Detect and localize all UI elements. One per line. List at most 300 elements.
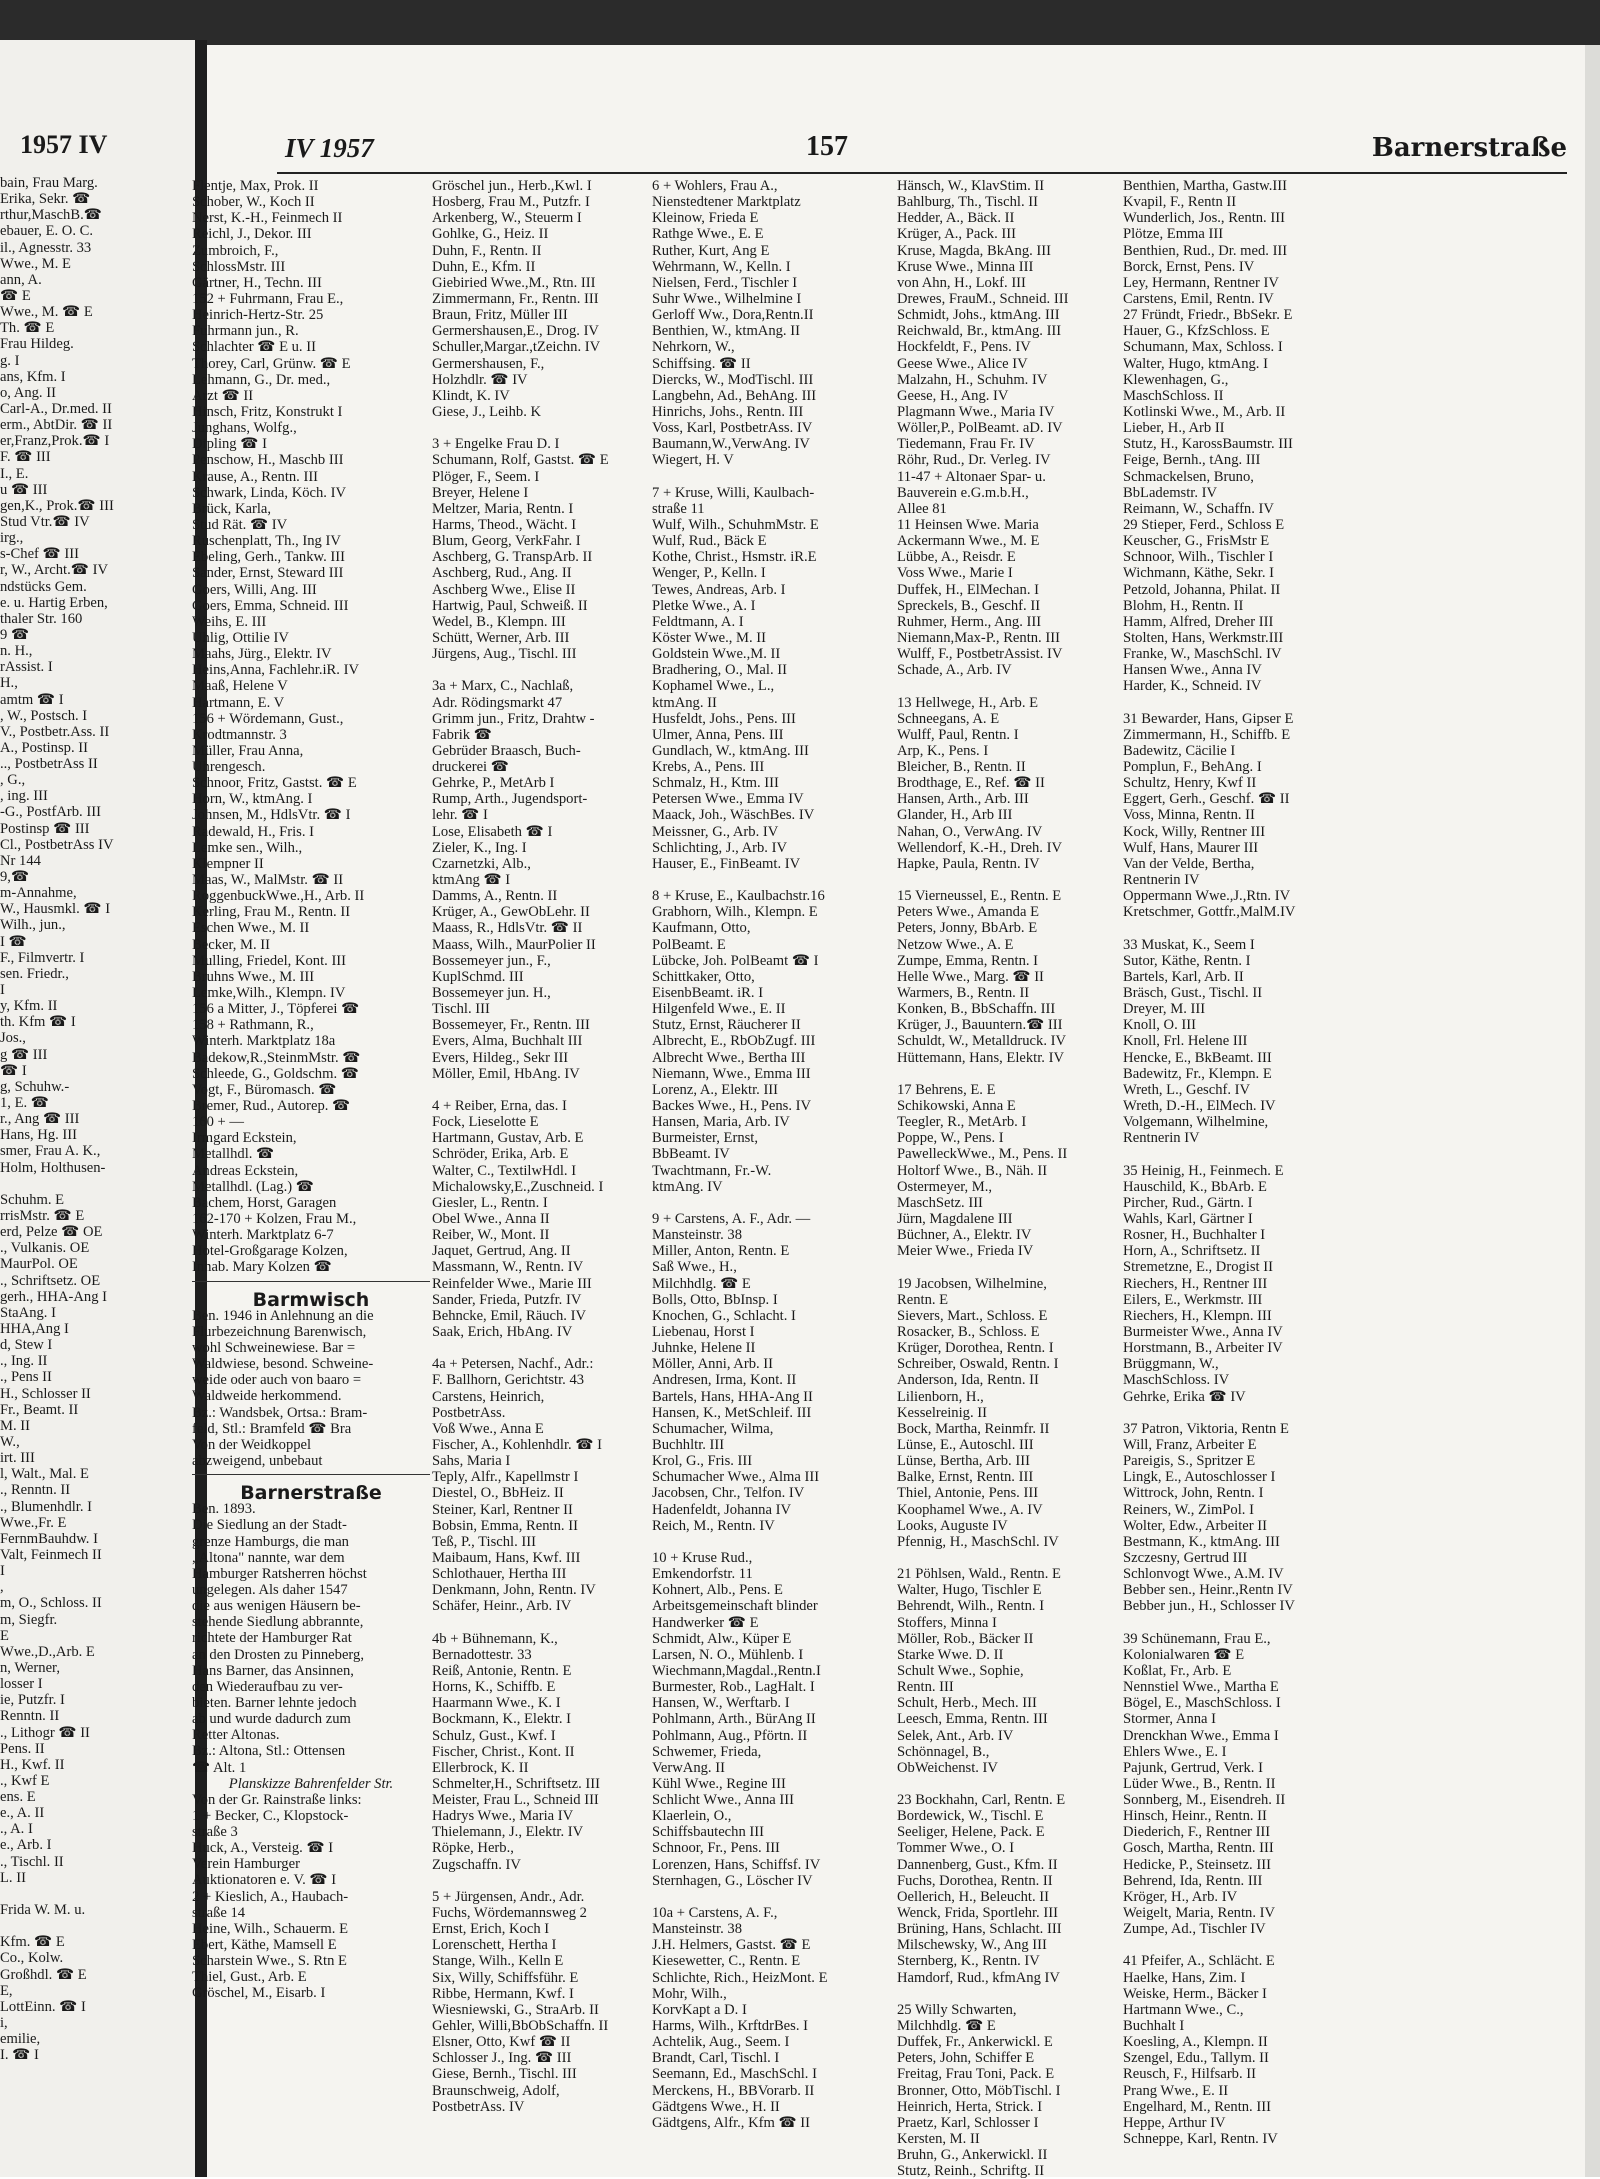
entry-line [432, 1340, 670, 1356]
entry-line: ., Lithogr ☎ II [0, 1724, 90, 1741]
entry-line: Krüger, Dorothea, Rentn. I [897, 1340, 1054, 1357]
entry-line: rAssist. I [0, 659, 53, 676]
entry-line: Waldwiese, besond. Schweine- [192, 1356, 374, 1373]
section-heading: Barmwisch [252, 1288, 370, 1311]
entry-line: 31 Bewarder, Hans, Gipser E [1123, 710, 1294, 727]
entry-line: Valt, Feinmech II [0, 1546, 102, 1563]
entry-line: 8 + Kruse, E., Kaulbachstr.16 [652, 888, 825, 905]
entry-line: Pletke Wwe., A. I [652, 597, 756, 614]
entry-line: Bruhns Wwe., M. III [192, 968, 315, 985]
entry-line: Benthien, Rud., Dr. med. III [1123, 242, 1288, 259]
entry-line: Ben. 1946 in Anlehnung an die [192, 1307, 374, 1324]
entry-line: ebauer, E. O. C. [0, 223, 94, 240]
entry-line: Schmidt, Alw., Küper E [652, 1630, 792, 1647]
entry-line: Ruhmer, Herm., Ang. III [897, 613, 1042, 630]
entry-line: ann, A. [0, 271, 42, 288]
entry-line: Kophamel Wwe., L., [652, 678, 775, 695]
entry-line: Lorenzen, Hans, Schiffsf. IV [652, 1856, 821, 1873]
entry-line: Rosner, H., Buchhalter I [1123, 1227, 1266, 1244]
entry-line: Gröschel jun., Herb.,Kwl. I [432, 178, 592, 194]
entry-line: Ley, Hermann, Rentner IV [1123, 274, 1279, 291]
entry-line: Plagmann Wwe., Maria IV [897, 403, 1055, 420]
entry-line: Voß Wwe., Anna E [432, 1420, 544, 1437]
entry-line: Möller, Emil, HbAng. IV [432, 1065, 580, 1082]
entry-line: Schnoor, Fritz, Gastst. ☎ E [192, 775, 357, 792]
entry-line: Schittkaker, Otto, [652, 968, 755, 985]
entry-line: s-Chef ☎ III [0, 546, 79, 563]
entry-line: Breyer, Helene I [432, 484, 529, 501]
entry-line: Haarmann Wwe., K. I [432, 1695, 561, 1712]
entry-line: Hartmann, E. V [192, 694, 285, 711]
entry-line: 10a + Carstens, A. F., [652, 1905, 778, 1922]
entry-line: Kaufmann, Otto, [652, 920, 751, 937]
directory-column-2 [432, 178, 670, 2115]
entry-line [1123, 695, 1373, 711]
entry-line: Schlichting, J., Arb. IV [652, 839, 787, 856]
entry-line: Wreth, D.-H., ElMech. IV [1123, 1098, 1276, 1115]
entry-line: Leesch, Emma, Rentn. III [897, 1711, 1048, 1728]
entry-line: MaschSchloss. II [1123, 387, 1224, 404]
entry-line: Frida W. M. u. [0, 1902, 86, 1919]
entry-line: Wiegert, H. V [652, 452, 734, 469]
entry-line: ., Tischl. II [0, 1853, 64, 1870]
entry-line: Hartmann Wwe., C., [1123, 2001, 1244, 2018]
entry-line: Heins,Anna, Fachlehr.iR. IV [192, 662, 359, 679]
entry-line: Freitag, Frau Toni, Pack. E [897, 2066, 1055, 2083]
entry-line: rthur,MaschB.☎ [0, 207, 102, 224]
entry-line: Albrecht, E., RbObZugf. III [652, 1033, 816, 1050]
entry-line: Diederich, F., Rentner III [1123, 1824, 1271, 1841]
entry-line: Miller, Anton, Rentn. E [652, 1243, 790, 1260]
entry-line [1123, 1146, 1373, 1162]
entry-line: Schult Wwe., Sophie, [897, 1662, 1024, 1679]
entry-line: Bolls, Otto, BbInsp. I [652, 1291, 778, 1308]
entry-line: Holm, Holthusen- [0, 1159, 106, 1176]
entry-line: 19 Jacobsen, Wilhelmine, [897, 1275, 1047, 1292]
entry-line: d, Stew I [0, 1337, 53, 1354]
entry-line: Maack, Joh., WäschBes. IV [652, 807, 815, 824]
entry-line: Stormer, Anna I [1123, 1711, 1217, 1728]
entry-line: Krüger, A., GewObLehr. II [432, 904, 590, 921]
entry-line: Junghans, Wolfg., [192, 420, 297, 437]
entry-line: Backes Wwe., H., Pens. IV [652, 1098, 812, 1115]
entry-line: 33 Muskat, K., Seem I [1123, 936, 1255, 953]
entry-line: Weihs, E. III [192, 613, 267, 630]
entry-line [897, 678, 1135, 694]
entry-line: Teply, Alfr., Kapellmstr I [432, 1469, 579, 1486]
entry-line: straße 14 [192, 1904, 246, 1921]
entry-line: Bordewick, W., Tischl. E [897, 1808, 1044, 1825]
entry-line: Behrendt, Wilh., Rentn. I [897, 1598, 1045, 1615]
entry-line: Kersten, M. II [897, 2131, 980, 2148]
entry-line: , W., Postsch. I [0, 707, 88, 724]
entry-line: 3a + Marx, C., Nachlaß, [432, 678, 574, 695]
entry-line: Flurbezeichnung Barenwisch, [192, 1323, 367, 1340]
entry-line: 156 a Mitter, J., Töpferei ☎ [192, 1001, 360, 1018]
entry-line [897, 1986, 1135, 2002]
entry-line: Volgemann, Wilhelmine, [1123, 1114, 1269, 1131]
entry-line: Penschow, H., Maschb III [192, 452, 344, 469]
entry-line [0, 1886, 120, 1902]
entry-line: EisenbBeamt. iR. I [652, 985, 764, 1002]
entry-line: Ellerbrock, K. II [432, 1759, 529, 1776]
entry-line: Sternberg, K., Rentn. IV [897, 1953, 1040, 1970]
entry-line: feld, Stl.: Bramfeld ☎ Bra [192, 1420, 352, 1437]
entry-line: Sutor, Käthe, Rentn. I [1123, 952, 1251, 969]
entry-line: Th. ☎ E [0, 320, 55, 337]
entry-line: Röhr, Rud., Dr. Verleg. IV [897, 452, 1051, 469]
entry-line: Wulf, Wilh., SchuhmMstr. E [652, 516, 819, 533]
entry-line: Brüning, Hans, Schlacht. III [897, 1921, 1062, 1938]
entry-line: L. II [0, 1869, 26, 1886]
entry-line: Germershausen,E., Drog. IV [432, 323, 599, 340]
entry-line: Lübbe, A., Reisdr. E [897, 549, 1016, 566]
entry-line: Zieler, K., Ing. I [432, 839, 527, 856]
entry-line: 160 + — [192, 1114, 245, 1131]
entry-line: E, [0, 1982, 13, 1999]
entry-line: g. I [0, 352, 20, 369]
entry-line: Arzt ☎ II [192, 387, 254, 404]
entry-line: Giebiried Wwe.,M., Rtn. III [432, 274, 596, 291]
entry-line: 9,☎ [0, 869, 30, 886]
entry-line: ungelegen. Als daher 1547 [192, 1581, 348, 1598]
entry-line: ., Vulkanis. OE [0, 1240, 90, 1257]
left-page-header: 1957 IV [20, 130, 108, 159]
entry-line: Kerling, Frau M., Rentn. II [192, 904, 351, 921]
entry-line: Kühl Wwe., Regine III [652, 1775, 786, 1792]
entry-line: Schnoor, Fr., Pens. III [652, 1840, 780, 1857]
entry-line: Schultz, Henry, Kwf II [1123, 775, 1257, 792]
entry-line: 156 + Wördemann, Gust., [192, 710, 344, 727]
entry-line: Burmester, Rob., LagHalt. I [652, 1679, 815, 1696]
entry-line: y, Kfm. II [0, 998, 58, 1015]
entry-line: Voss, Karl, PostbetrAss. IV [652, 420, 813, 437]
entry-line: Schmelter,H., Schriftsetz. III [432, 1775, 600, 1792]
entry-line: Drewes, FrauM., Schneid. III [897, 290, 1069, 307]
entry-line: Knoll, O. III [1123, 1017, 1196, 1034]
entry-line [897, 1259, 1135, 1275]
entry-line: Bockmann, K., Elektr. I [432, 1711, 572, 1728]
section-heading: Barnerstraße [240, 1482, 382, 1505]
entry-line: Bräsch, Gust., Tischl. II [1123, 985, 1263, 1002]
entry-line: Holtorf Wwe., B., Näh. II [897, 1162, 1048, 1179]
entry-line: Gohlke, G., Heiz. II [432, 226, 549, 243]
entry-line: Bartels, Hans, HHA-Ang II [652, 1388, 813, 1405]
entry-line: Zimmermann, Fr., Rentn. III [432, 290, 599, 307]
entry-line: 152 + Fuhrmann, Frau E., [192, 290, 344, 307]
entry-line: Wenger, P., Kelln. I [652, 565, 766, 582]
entry-line: Obel Wwe., Anna II [432, 1211, 550, 1227]
entry-line: Schult, Herb., Mech. III [897, 1695, 1037, 1712]
entry-line: Rentn. III [897, 1679, 954, 1696]
entry-line: 10 + Kruse Rud., [652, 1549, 753, 1566]
entry-line: Goldstein Wwe.,M. II [652, 646, 781, 663]
entry-line: Poppe, W., Pens. I [897, 1130, 1004, 1147]
entry-line: Diercks, W., ModTischl. III [652, 371, 814, 388]
entry-line: 23 Bockhahn, Carl, Rentn. E [897, 1792, 1066, 1809]
entry-line: Tiedemann, Frau Fr. IV [897, 436, 1035, 453]
entry-line: Lilienborn, H., [897, 1388, 984, 1405]
entry-line: Schneegans, A. E [897, 710, 1000, 727]
entry-line: 1 + Becker, C., Klopstock- [192, 1807, 349, 1824]
entry-line: Elsner, Otto, Kwf ☎ II [432, 2034, 571, 2051]
entry-line: Flentje, Max, Prok. II [192, 178, 319, 194]
entry-line: Reusch, F., Hilfsarb. II [1123, 2066, 1256, 2083]
entry-line: ie, Putzfr. I [0, 1692, 65, 1709]
entry-line: Wahls, Karl, Gärtner I [1123, 1211, 1253, 1227]
entry-line: Milchhdlg. ☎ E [652, 1275, 751, 1292]
entry-line: Kruse Wwe., Minna III [897, 258, 1034, 275]
entry-line: Rump, Arth., Jugendsport- [432, 791, 588, 808]
entry-line: Netzow Wwe., A. E [897, 936, 1014, 953]
entry-line: Wulff, Paul, Rentn. I [897, 726, 1019, 743]
entry-line: I ☎ [0, 933, 27, 950]
entry-line: Wulf, Rud., Bäck E [652, 533, 767, 550]
entry-line: Helle Wwe., Marg. ☎ II [897, 968, 1044, 985]
entry-line: Gärtner, H., Techn. III [192, 274, 322, 291]
entry-line: Meister, Frau L., Schneid III [432, 1792, 599, 1809]
directory-column-3 [652, 178, 890, 2131]
entry-line: Koßlat, Fr., Arb. E [1123, 1662, 1232, 1679]
entry-line: Möller, Rob., Bäcker II [897, 1630, 1034, 1647]
entry-line: Bartels, Karl, Arb. II [1123, 968, 1244, 985]
entry-line: Gädtgens Wwe., H. II [652, 2098, 780, 2115]
entry-line: Stange, Wilh., Kelln E [432, 1953, 564, 1970]
entry-line: Behncke, Emil, Räuch. IV [432, 1307, 587, 1324]
entry-line: MaurPol. OE [0, 1256, 78, 1273]
entry-line: Duhn, E., Kfm. II [432, 258, 536, 275]
entry-line: Merckens, H., BBVorarb. II [652, 2082, 815, 2099]
entry-line: Wulff, F., PostbetrAssist. IV [897, 646, 1063, 663]
entry-line: Ackermann Wwe., M. E [897, 533, 1040, 550]
entry-line: Kröger, H., Arb. IV [1123, 1888, 1238, 1905]
entry-line: Benthien, Martha, Gastw.III [1123, 178, 1287, 194]
entry-line: abzweigend, unbebaut [192, 1452, 323, 1469]
entry-line: Borck, Ernst, Pens. IV [1123, 258, 1255, 275]
entry-line: Schreiber, Oswald, Rentn. I [897, 1356, 1059, 1373]
entry-line: Winterh. Marktplatz 18a [192, 1033, 336, 1050]
entry-line: Harder, K., Schneid. IV [1123, 678, 1262, 695]
entry-line: amtm ☎ I [0, 691, 64, 708]
entry-line: Walter, Hugo, ktmAng. I [1123, 355, 1268, 372]
entry-line: Krebs, A., Pens. III [652, 759, 765, 776]
entry-line: Evers, Hildeg., Sekr III [432, 1049, 569, 1066]
entry-line: straße 11 [652, 500, 705, 517]
entry-line: Winterh. Marktplatz 6-7 [192, 1227, 334, 1244]
entry-line: Ribbe, Hermann, Kwf. I [432, 1985, 574, 2002]
entry-line: Langbehn, Ad., BehAng. III [652, 387, 817, 404]
entry-line: ., Pens II [0, 1369, 52, 1386]
entry-line: , G., [0, 772, 26, 789]
entry-line: thaler Str. 160 [0, 610, 83, 627]
entry-line: an den Drosten zu Pinneberg, [192, 1646, 364, 1663]
entry-line: Rentn. E [897, 1291, 949, 1308]
entry-line: Schmackelsen, Bruno, [1123, 468, 1254, 485]
entry-line: I [0, 982, 5, 999]
entry-line: Stutz, Ernst, Räucherer II [652, 1017, 801, 1034]
entry-line: Wulf, Hans, Maurer III [1123, 839, 1259, 856]
entry-line: Stolten, Hans, Werkmstr.III [1123, 629, 1284, 646]
entry-line: Wiesniewski, G., StraArb. II [432, 2001, 599, 2018]
entry-line: Fr., Beamt. II [0, 1401, 79, 1418]
entry-line: Hansen, Arth., Arb. III [897, 791, 1029, 808]
entry-line: Wwe., M. ☎ E [0, 304, 93, 321]
entry-line: Niemann, Wwe., Emma III [652, 1065, 811, 1082]
entry-line: Ruther, Kurt, Ang E [652, 242, 770, 259]
entry-line: Nerst, K.-H., Feinmech II [192, 210, 343, 227]
entry-line: ObWeichenst. IV [897, 1759, 998, 1776]
entry-line: Thiel, Gust., Arb. E [192, 1969, 307, 1986]
entry-line: Hamdorf, Rud., kfmAng IV [897, 1969, 1060, 1986]
entry-line: er,Franz,Prok.☎ I [0, 433, 110, 450]
entry-line: H., Schlosser II [0, 1385, 91, 1402]
entry-line: Thielemann, J., Elektr. IV [432, 1824, 584, 1841]
entry-line: Heinrich-Hertz-Str. 25 [192, 307, 324, 324]
entry-line: Gerloff Ww., Dora,Rentn.II [652, 307, 814, 324]
entry-line: Geese, H., Ang. IV [897, 387, 1009, 404]
entry-line: Denkmann, John, Rentn. IV [432, 1582, 596, 1599]
entry-line: W., Hausmkl. ☎ I [0, 901, 111, 918]
entry-line: Großhdl. ☎ E [0, 1966, 87, 1983]
entry-line: PolBeamt. E [652, 936, 726, 953]
entry-line: stehende Siedlung abbrannte, [192, 1614, 364, 1631]
entry-line: Hinsch, Fritz, Konstrukt I [192, 403, 343, 420]
entry-line: Pens. II [0, 1740, 45, 1757]
entry-line: Kretschmer, Gottfr.,MalM.IV [1123, 904, 1296, 921]
entry-line: Jaquet, Gertrud, Ang. II [432, 1243, 571, 1260]
entry-line: Carstens, Emil, Rentn. IV [1123, 290, 1274, 307]
entry-line: Schlachter ☎ E u. II [192, 339, 316, 356]
entry-line: Krüger, A., Pack. III [897, 226, 1016, 243]
entry-line: ☎ I [0, 1062, 27, 1079]
entry-line: Fuchs, Wördemannsweg 2 [432, 1905, 587, 1922]
entry-line: Gehrke, Erika ☎ IV [1123, 1388, 1246, 1405]
entry-line: Hilgenfeld Wwe., E. II [652, 1001, 786, 1018]
entry-line: Lingk, E., Autoschlosser I [1123, 1469, 1276, 1486]
entry-line [652, 469, 890, 485]
entry-line: Stud Rät. ☎ IV [192, 516, 288, 533]
entry-line: Eggert, Gerh., Geschf. ☎ II [1123, 791, 1290, 808]
entry-line: Van der Velde, Bertha, [1123, 855, 1255, 872]
entry-line: Von der Weidkoppel [192, 1436, 312, 1453]
entry-line: Meltzer, Maria, Rentn. I [432, 500, 574, 517]
entry-line: Plöger, F., Seem. I [432, 468, 540, 485]
entry-line: Behrend, Ida, Rentn. III [1123, 1872, 1263, 1889]
entry-line: 4 + Reiber, Erna, das. I [432, 1098, 567, 1115]
entry-line: Möller, Anni, Arb. II [652, 1356, 774, 1373]
entry-line: H., Kwf. II [0, 1756, 65, 1773]
entry-line: ., Blumenhdlr. I [0, 1498, 93, 1515]
entry-line: Maibaum, Hans, Kwf. III [432, 1549, 581, 1566]
entry-line: Teegler, R., MetArb. I [897, 1114, 1027, 1131]
entry-line: -G., PostfArb. III [0, 804, 101, 821]
entry-line: Postinsp ☎ III [0, 820, 90, 837]
entry-line: Weiske, Herm., Bäcker I [1123, 1985, 1267, 2002]
entry-line: Seeliger, Helene, Pack. E [897, 1824, 1045, 1841]
entry-line: wohl Schweinewiese. Bar = [192, 1339, 356, 1356]
entry-line: Inhab. Mary Kolzen ☎ [192, 1259, 332, 1276]
entry-line: Stoffers, Minna I [897, 1614, 997, 1631]
entry-line: H., [0, 675, 18, 692]
entry-line: Von der Gr. Rainstraße links: [192, 1791, 362, 1808]
entry-line: Horstmann, B., Arbeiter IV [1123, 1340, 1283, 1357]
entry-line: Bachem, Horst, Garagen [192, 1194, 337, 1211]
entry-line: RoggenbuckWwe.,H., Arb. II [192, 888, 365, 905]
entry-line: Meier Wwe., Frieda IV [897, 1243, 1034, 1260]
entry-line: Huck, A., Versteig. ☎ I [192, 1840, 334, 1857]
entry-line: Spreckels, B., Geschf. II [897, 597, 1041, 614]
entry-line: Eilers, E., Werkmstr. III [1123, 1291, 1263, 1308]
entry-line: BbBeamt. IV [652, 1146, 730, 1163]
entry-line: Andreas Eckstein, [192, 1162, 299, 1179]
entry-line: Teß, P., Tischl. III [432, 1533, 536, 1550]
entry-line: Burmeister Wwe., Anna IV [1123, 1323, 1283, 1340]
entry-line: , [0, 1579, 4, 1596]
entry-line: Diestel, O., BbHeiz. II [432, 1485, 564, 1502]
entry-line: Reiners, W., ZimPol. I [1123, 1501, 1254, 1518]
entry-line: Mansteinstr. 38 [652, 1921, 742, 1938]
entry-line: Brandt, Carl, Tischl. I [652, 2050, 780, 2067]
entry-line: Klaerlein, O., [652, 1808, 732, 1825]
entry-line: Kfm. ☎ E [0, 1934, 65, 1951]
entry-line: Wenck, Frida, Sportlehr. III [897, 1905, 1058, 1922]
entry-line: Carl-A., Dr.med. II [0, 400, 112, 417]
entry-line: Brück, Karla, [192, 500, 272, 517]
entry-line: Burmeister, Ernst, [652, 1130, 759, 1147]
entry-line: Hinsch, Heinr., Rentn. II [1123, 1808, 1267, 1825]
entry-line: Cl., PostbetrAss IV [0, 836, 114, 853]
entry-line: Hockfeldt, F., Pens. IV [897, 339, 1031, 356]
entry-line: Hamm, Alfred, Dreher III [1123, 613, 1274, 630]
entry-line: Irmgard Eckstein, [192, 1130, 297, 1147]
entry-line: Bestmann, K., ktmAng. III [1123, 1533, 1280, 1550]
entry-line: Hans Barner, das Ansinnen, [192, 1662, 354, 1679]
entry-line: Badewitz, Fr., Klempn. E [1123, 1065, 1272, 1082]
entry-line: Wwe.,D.,Arb. E [0, 1643, 95, 1660]
directory-column-5 [1123, 178, 1373, 2147]
entry-line: Aschberg, Rud., Ang. II [432, 565, 572, 582]
entry-line: PawelleckWwe., M., Pens. II [897, 1146, 1068, 1163]
entry-line: Knochen, G., Schlacht. I [652, 1307, 796, 1324]
entry-line: Milschewsky, W., Ang III [897, 1937, 1047, 1954]
entry-line: Nehrkorn, W., [652, 339, 735, 356]
entry-line: Scharstein Wwe., S. Rtn E [192, 1953, 347, 1970]
entry-line [432, 1615, 670, 1631]
entry-line: Pfennig, H., MaschSchl. IV [897, 1533, 1059, 1550]
entry-line: Wwe.,Fr. E [0, 1514, 67, 1531]
entry-line: ., Renntn. II [0, 1482, 71, 1499]
entry-line: Nielsen, Ferd., Tischler I [652, 274, 798, 291]
entry-line: Kock, Willy, Rentner III [1123, 823, 1266, 840]
entry-line: Drenckhan Wwe., Emma I [1123, 1727, 1279, 1744]
entry-line: die aus wenigen Häusern be- [192, 1598, 361, 1615]
entry-line [1123, 1615, 1373, 1631]
entry-line: emilie, [0, 2031, 41, 2048]
entry-line: Röpke, Herb., [432, 1840, 514, 1857]
entry-line: Buchhltr. III [652, 1436, 725, 1453]
entry-line: Kruse, Magda, BkAng. III [897, 242, 1052, 259]
entry-line: ., Kwf E [0, 1772, 50, 1789]
entry-line: Bossemeyer jun., F., [432, 952, 551, 969]
entry-line: Schumacher Wwe., Alma III [652, 1469, 820, 1486]
entry-line: Schlichte, Rich., HeizMont. E [652, 1969, 828, 1986]
entry-line [432, 420, 670, 436]
entry-line: FernmBauhdw. I [0, 1530, 98, 1547]
entry-line: Hansen, K., MetSchleif. III [652, 1404, 812, 1421]
entry-line: Giese, J., Leihb. K [432, 403, 542, 420]
entry-line: Uhlig, Ottilie IV [192, 629, 289, 646]
entry-line [0, 1918, 120, 1934]
